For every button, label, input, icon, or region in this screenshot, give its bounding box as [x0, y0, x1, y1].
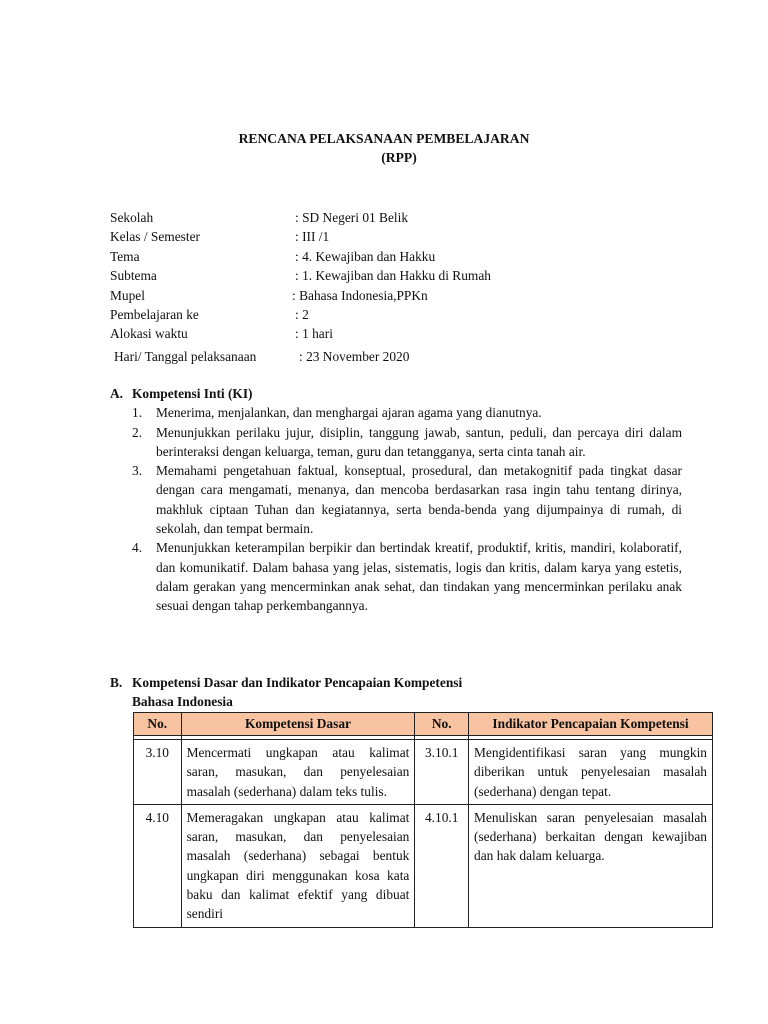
list-item [110, 403, 682, 422]
info-label: Subtema [110, 268, 157, 284]
info-label: Kelas / Semester [110, 229, 200, 245]
list-item [110, 423, 682, 462]
info-label: Mupel [110, 287, 145, 303]
cell-no-kd: 4.10 [134, 804, 182, 927]
info-label: Pembelajaran ke [110, 306, 199, 322]
cell-no-ipk: 4.10.1 [415, 804, 469, 927]
info-label: Alokasi waktu [110, 326, 188, 342]
info-value: : SD Negeri 01 Belik [295, 210, 409, 225]
info-value: : Bahasa Indonesia,PPKn [292, 287, 428, 303]
header-indikator: Indikator Pencapaian Kompetensi [469, 713, 713, 736]
cell-no-kd: 3.10 [134, 740, 182, 805]
list-item [110, 538, 682, 615]
section-title: Kompetensi Inti (KI) [132, 386, 253, 401]
info-label: Hari/ Tanggal pelaksanaan [114, 348, 257, 364]
table-row [134, 740, 713, 805]
cell-ipk: Mengidentifikasi saran yang mungkin diberikan untuk penyelesaian masalah (sederhana) dengan tepat. [469, 740, 713, 805]
cell-ipk: Menuliskan saran penyelesaian masalah (sederhana) berkaitan dengan kewajiban dan hak dalam keluarga. [469, 804, 713, 927]
info-value: : III /1 [295, 229, 330, 245]
info-value: : 1. Kewajiban dan Hakku di Rumah [295, 268, 491, 284]
info-value: : 2 [295, 306, 309, 322]
info-value: : 4. Kewajiban dan Hakku [295, 248, 436, 264]
info-value: : 1 hari [295, 326, 333, 342]
subject-heading: Bahasa Indonesia [132, 694, 233, 710]
section-letter: B. [110, 675, 123, 690]
section-title: Kompetensi Dasar dan Indikator Pencapaian Kompetensi [132, 675, 463, 690]
info-label: Tema [110, 248, 140, 264]
list-number: 1. [132, 405, 143, 421]
cell-kd: Memeragakan ungkapan atau kalimat saran, masukan, dan penyelesaian masalah (sederhana) sebagai bentuk ungkapan diri menggunakan kosa kata baku dan kalimat efektif yang dibuat sendiri [181, 804, 415, 927]
list-text: Menunjukkan perilaku jujur, disiplin, tanggung jawab, santun, peduli, dan percaya diri dalam berinteraksi dengan keluarga, teman, guru dan tetangganya, serta cinta tanah air. [156, 424, 682, 459]
list-item [110, 461, 682, 538]
document-subtitle: (RPP) [381, 150, 417, 165]
list-text: Menunjukkan keterampilan berpikir dan bertindak kreatif, produktif, kritis, mandiri, kolaboratif, dan komunikatif. Dalam bahasa yang jelas, sistematis, logis dan kritis, dalam karya yang estetis, dalam gerakan yang mencerminkan anak sehat, dan tindakan yang mencerminkan perilaku anak sesuai dengan tahap perkembangannya. [156, 540, 682, 614]
section-heading [110, 673, 682, 692]
cell-no-ipk: 3.10.1 [415, 740, 469, 805]
table-header-row [134, 713, 713, 736]
section-kompetensi-inti [110, 384, 682, 616]
header-no-kd: No. [134, 713, 182, 736]
kd-ipk-table [133, 712, 713, 928]
info-label: Sekolah [110, 210, 154, 225]
header-kompetensi-dasar: Kompetensi Dasar [181, 713, 415, 736]
document-title: RENCANA PELAKSANAAN PEMBELAJARAN [238, 131, 530, 146]
section-letter: A. [110, 386, 124, 401]
list-number: 4. [132, 540, 143, 556]
info-value: : 23 November 2020 [299, 348, 410, 364]
section-heading [110, 384, 682, 403]
ki-list [110, 403, 682, 615]
list-text: Memahami pengetahuan faktual, konseptual, prosedural, dan metakognitif pada tingkat dasar dengan cara mengamati, menanya, dan mencoba berdasarkan rasa ingin tahu tentang dirinya, makhluk ciptaan Tuhan dan kegiatannya, serta benda-benda yang dijumpainya di rumah, di sekolah, dan tempat bermain. [156, 463, 682, 537]
header-no-ipk: No. [415, 713, 469, 736]
cell-kd: Mencermati ungkapan atau kalimat saran, masukan, dan penyelesaian masalah (sederhana) dalam teks tulis. [181, 740, 415, 805]
list-number: 2. [132, 424, 143, 440]
list-text: Menerima, menjalankan, dan menghargai ajaran agama yang dianutnya. [156, 405, 542, 421]
table-row [134, 804, 713, 927]
section-kompetensi-dasar [110, 673, 682, 712]
list-number: 3. [132, 463, 143, 479]
